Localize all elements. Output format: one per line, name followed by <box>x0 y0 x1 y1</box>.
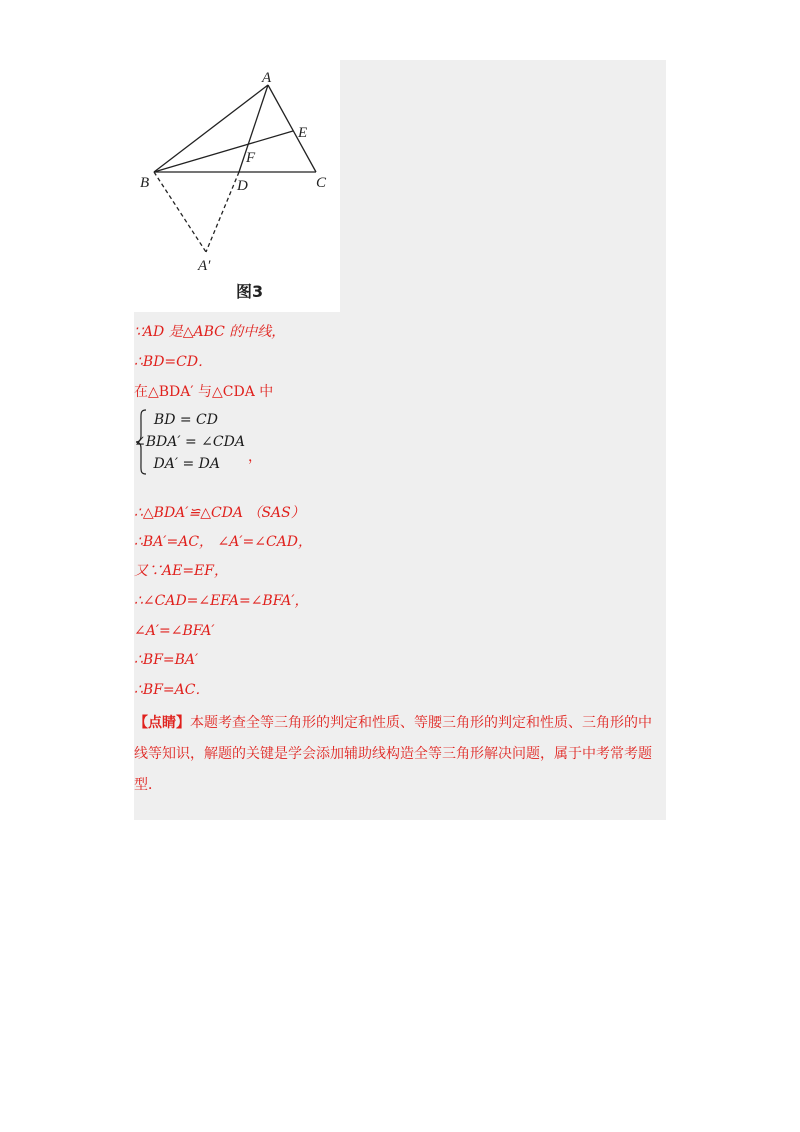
segment-ac <box>268 85 316 172</box>
geometry-figure <box>134 60 340 312</box>
proof-line-2: ∴BD=CD． <box>134 354 213 370</box>
proof-line-9: ∴BF=BA′ <box>134 652 199 668</box>
segment-be <box>154 131 293 172</box>
proof-line-7: ∴∠CAD=∠EFA=∠BFA′， <box>134 593 309 609</box>
proof-line-6: 又∵AE=EF， <box>134 563 228 579</box>
proof-line-3: 在△BDA′ 与△CDA 中 <box>134 384 274 400</box>
label-f: F <box>246 150 256 166</box>
figure-caption: 图3 <box>236 282 264 301</box>
proof-line-10: ∴BF=AC． <box>134 682 210 698</box>
label-c: C <box>316 175 327 191</box>
triangle-diagram <box>134 60 340 312</box>
system-equation-2: ∠BDA′ = ∠CDA <box>134 434 245 450</box>
label-a: A <box>262 70 272 86</box>
proof-line-5: ∴BA′=AC， ∠A′=∠CAD， <box>134 534 313 550</box>
system-trailing-comma: ， <box>248 449 262 465</box>
label-e: E <box>298 125 308 141</box>
comment-text: 本题考查全等三角形的判定和性质、等腰三角形的判定和性质、三角形的中线等知识，解题的关键是学会添加辅助线构造全等三角形解决问题，属于中考常考题型． <box>134 715 652 793</box>
proof-line-1: ∵AD 是△ABC 的中线， <box>134 324 286 340</box>
segment-da-prime <box>206 172 239 252</box>
system-equation-1: BD = CD <box>153 412 218 428</box>
comment-paragraph <box>134 708 662 801</box>
segment-ba-prime <box>154 172 206 252</box>
proof-line-4: ∴△BDA′≌△CDA （SAS） <box>134 505 305 521</box>
proof-line-8: ∠A′=∠BFA′ <box>134 623 215 639</box>
equation-system <box>134 408 334 476</box>
label-d: D <box>237 178 248 194</box>
label-b: B <box>140 175 150 191</box>
comment-tag: 【点睛】 <box>134 715 190 731</box>
label-a-prime: A′ <box>198 258 211 274</box>
system-equation-3: DA′ = DA <box>153 456 220 472</box>
